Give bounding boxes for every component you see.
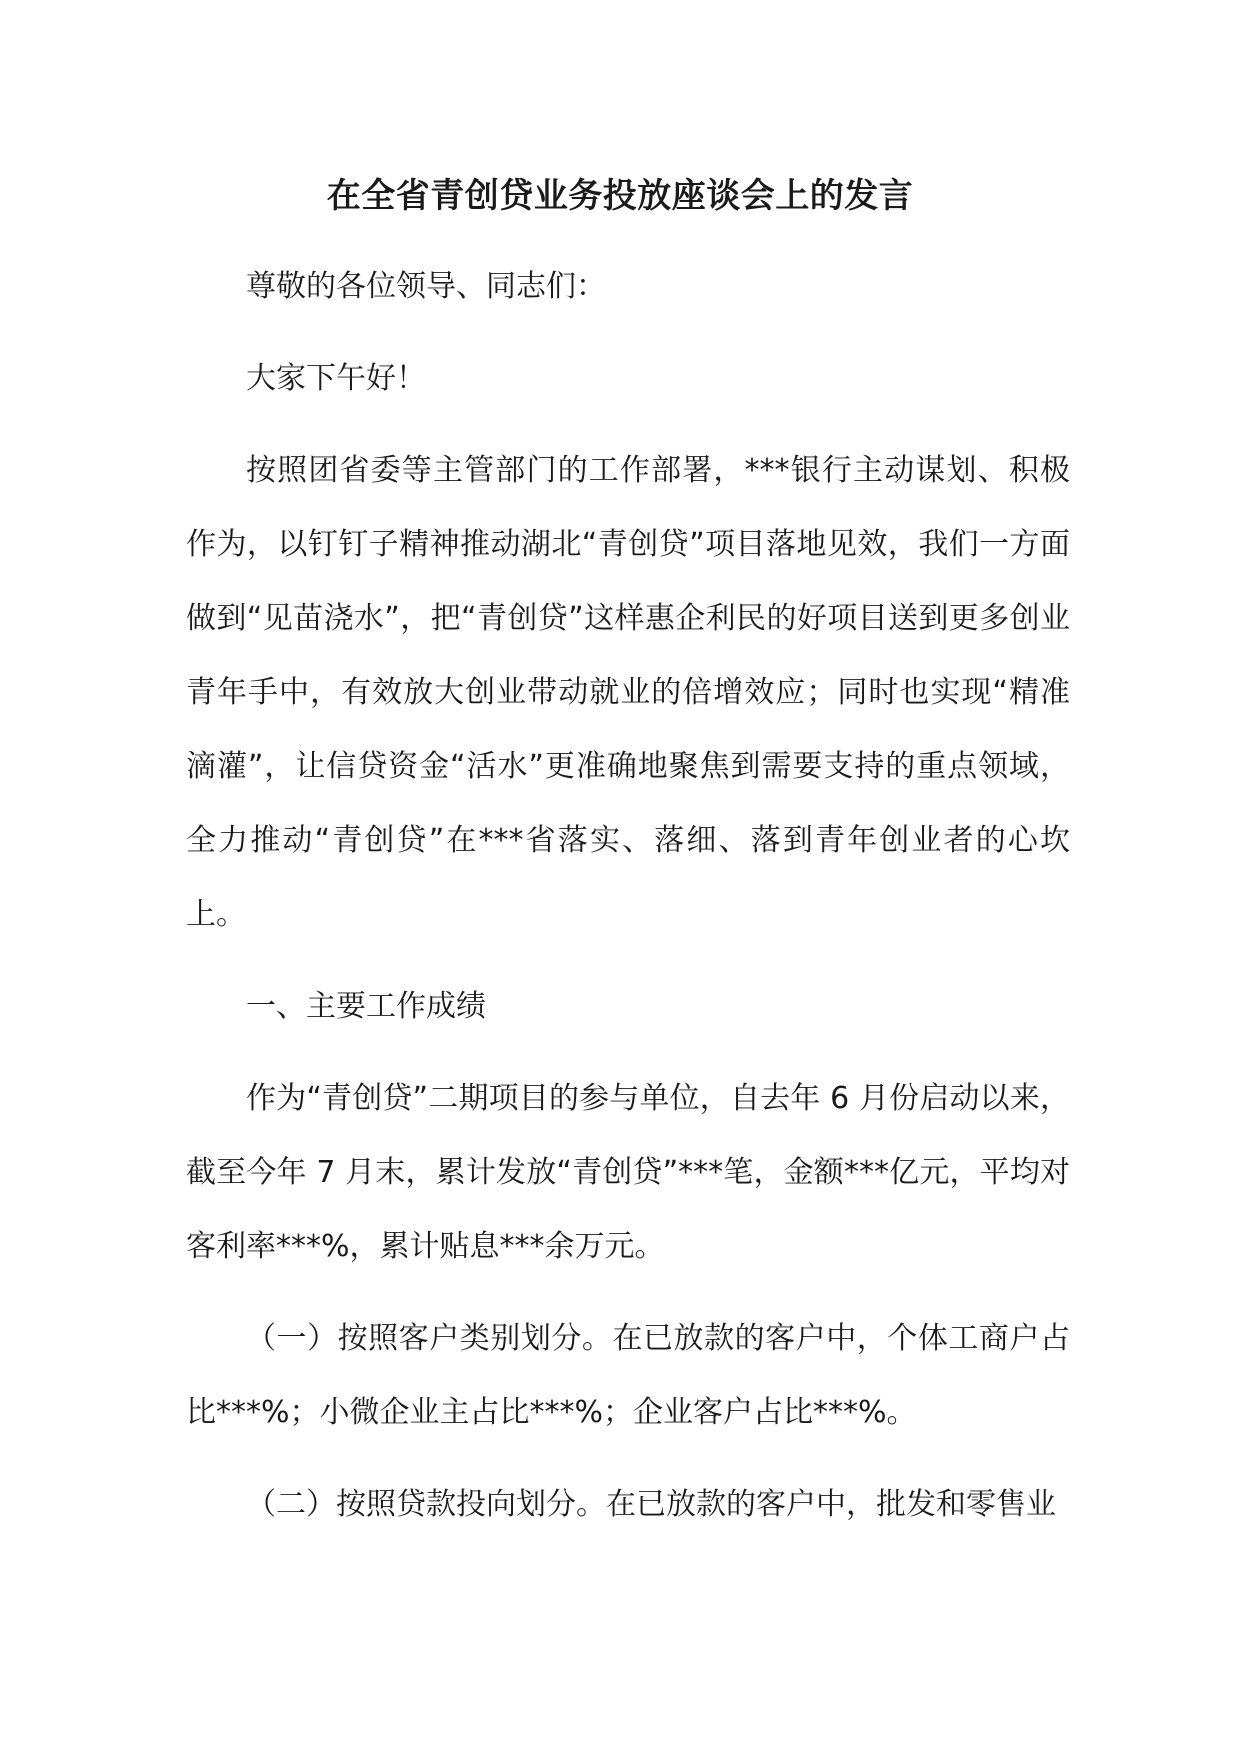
document-body [186, 250, 1070, 1560]
salutation-paragraph: 尊敬的各位领导、同志们： [246, 269, 606, 304]
achievement-paragraph: 作为“青创贷”二期项目的参与单位，自去年 6 月份启动以来，截至今年 7 月末，累计发放“青创贷”***笔，金额***亿元，平均对客利率***%，累计贴息***余万元。 [186, 1081, 1070, 1264]
document-title: 在全省青创贷业务投放座谈会上的发言 [326, 176, 914, 216]
loan-direction-paragraph: （二）按照贷款投向划分。在已放款的客户中，批发和零售业 [246, 1487, 1056, 1522]
greeting-paragraph: 大家下午好！ [246, 361, 426, 396]
intro-paragraph: 按照团省委等主管部门的工作部署，***银行主动谋划、积极作为，以钉钉子精神推动湖北“青创贷”项目落地见效，我们一方面做到“见苗浇水”，把“青创贷”这样惠企利民的好项目送到更多创业青年手中，有效放大创业带动就业的倍增效应；同时也实现“精准滴灌”，让信贷资金“活水”更准确地聚焦到需要支持的重点领域，全力推动“青创贷”在***省落实、落细、落到青年创业者的心坎上。 [186, 453, 1070, 932]
section-heading: 一、主要工作成绩 [246, 989, 486, 1024]
customer-type-paragraph: （一）按照客户类别划分。在已放款的客户中，个体工商户占比***%；小微企业主占比***%；企业客户占比***%。 [186, 1321, 1070, 1430]
